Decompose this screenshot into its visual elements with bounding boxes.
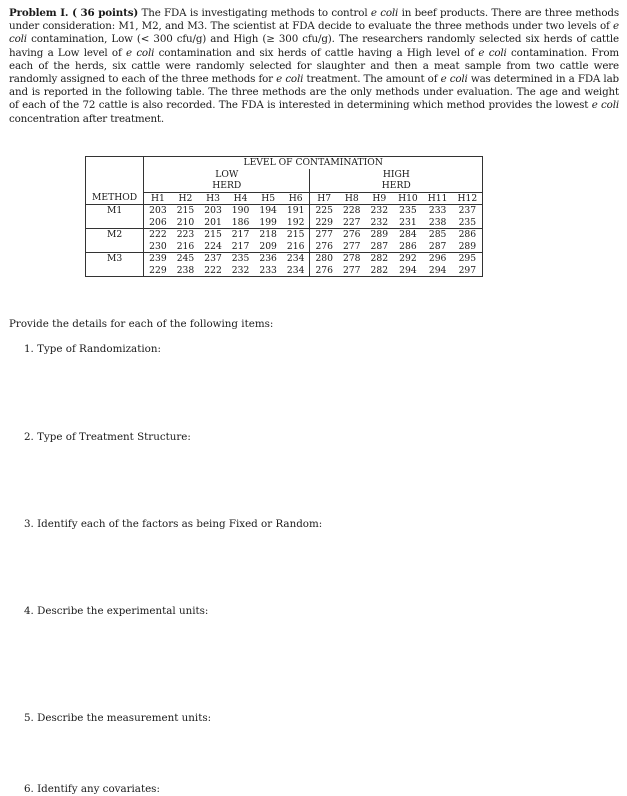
table-value: 286 xyxy=(399,240,417,252)
table-value: 277 xyxy=(342,240,361,252)
table-value: 297 xyxy=(452,265,482,277)
herd-label: H12 xyxy=(452,192,482,205)
problem-text-3: contamination, Low (< 300 cfu/g) and High (≥ 300 cfu/g). The researchers randomly selected six herds of cattle having a Low level of xyxy=(9,33,619,59)
table-value: 277 xyxy=(338,265,366,277)
table-value: 230 xyxy=(149,240,167,252)
ecoli-term: e coli xyxy=(370,7,399,19)
table-value: 232 xyxy=(366,205,394,217)
method-header-blank xyxy=(86,180,144,192)
table-value: 194 xyxy=(254,205,282,217)
question-covariates: 6. Identify any covariates: xyxy=(24,783,160,795)
herd-label: H2 xyxy=(178,192,193,204)
table-value: 232 xyxy=(227,265,255,277)
table-value: 232 xyxy=(370,216,389,228)
table-value: 233 xyxy=(254,265,282,277)
table-value: 292 xyxy=(393,253,423,265)
herd-label: H10 xyxy=(398,192,418,204)
table-value: 222 xyxy=(199,265,227,277)
provide-instructions: Provide the details for each of the following items: xyxy=(9,318,274,330)
table-value: 235 xyxy=(393,205,423,217)
problem-heading: Problem I. ( 36 points) xyxy=(9,7,139,19)
table-value: 233 xyxy=(423,205,453,217)
table-value: 186 xyxy=(231,216,250,228)
problem-text-2: in beef products. There are three methods under consideration: M1, M2, and M3. The scientist at FDA decide to evaluate the three methods under two levels of xyxy=(9,7,619,33)
table-value: 278 xyxy=(338,253,366,265)
table-value: 276 xyxy=(315,240,333,252)
ecoli-term: e coli xyxy=(126,46,155,59)
method-label: M1 xyxy=(86,205,144,217)
table-value: 217 xyxy=(231,240,250,252)
table-value: 203 xyxy=(199,205,227,217)
table-value: 228 xyxy=(338,205,366,217)
table-value: 276 xyxy=(338,229,366,241)
table-value: 218 xyxy=(254,229,282,241)
table-value: 234 xyxy=(282,265,310,277)
method-blank xyxy=(86,265,144,277)
table-value: 295 xyxy=(452,253,482,265)
table-value: 201 xyxy=(204,216,222,228)
table-value: 238 xyxy=(428,216,447,228)
table-value: 287 xyxy=(428,240,447,252)
herd-label: H11 xyxy=(427,192,448,204)
table-value: 282 xyxy=(366,253,394,265)
method-column-header: METHOD xyxy=(86,192,144,205)
herd-label: H8 xyxy=(344,192,359,204)
table-value: 235 xyxy=(452,217,482,229)
table-value: 287 xyxy=(370,240,389,252)
method-header-blank xyxy=(86,169,144,181)
table-value: 276 xyxy=(310,265,338,277)
table-value: 215 xyxy=(199,229,227,241)
contamination-table xyxy=(85,156,483,277)
table-value: 190 xyxy=(227,205,255,217)
table-value: 217 xyxy=(227,229,255,241)
table-value: 284 xyxy=(393,229,423,241)
table-value: 237 xyxy=(199,253,227,265)
table-value: 210 xyxy=(176,216,195,228)
table-value: 191 xyxy=(282,205,310,217)
table-value: 285 xyxy=(423,229,453,241)
table-value: 234 xyxy=(282,253,310,265)
herd-label: H9 xyxy=(372,192,387,204)
question-experimental-units: 4. Describe the experimental units: xyxy=(24,605,209,617)
low-level-header: LOW xyxy=(144,169,310,181)
table-value: 289 xyxy=(452,241,482,253)
method-label: M2 xyxy=(86,229,144,241)
table-value: 282 xyxy=(366,265,394,277)
ecoli-term: e coli xyxy=(276,73,304,86)
problem-text-8: concentration after treatment. xyxy=(9,112,165,125)
table-value: 224 xyxy=(204,240,222,252)
table-value: 216 xyxy=(282,241,310,253)
table-value: 199 xyxy=(259,216,277,228)
question-fixed-random: 3. Identify each of the factors as being Fixed or Random: xyxy=(24,518,323,530)
table-value: 225 xyxy=(310,205,338,217)
problem-text-5: contamination. From each of the herds, six cattle were randomly selected for slaughter and then a meat sample from two cattle were randomly assigned to each of the three methods for xyxy=(9,46,619,86)
table-value: 280 xyxy=(310,253,338,265)
herd-label: H1 xyxy=(151,192,165,204)
table-value: 294 xyxy=(393,265,423,277)
herd-label: H4 xyxy=(233,192,248,204)
table-value: 229 xyxy=(144,265,172,277)
ecoli-term: e coli xyxy=(591,99,619,112)
method-blank xyxy=(86,241,144,253)
table-value: 231 xyxy=(399,216,417,228)
ecoli-term: e coli xyxy=(440,73,468,86)
method-header-blank xyxy=(86,157,144,169)
question-measurement-units: 5. Describe the measurement units: xyxy=(24,712,212,724)
herd-label: H3 xyxy=(206,192,220,204)
question-treatment-structure: 2. Type of Treatment Structure: xyxy=(24,431,191,443)
table-value: 209 xyxy=(259,240,277,252)
table-value: 215 xyxy=(282,229,310,241)
herd-label: H7 xyxy=(317,192,332,204)
method-label: M3 xyxy=(86,253,144,265)
table-value: 236 xyxy=(254,253,282,265)
table-value: 238 xyxy=(172,265,200,277)
table-value: 227 xyxy=(342,216,361,228)
herd-label: H6 xyxy=(282,192,310,205)
high-level-header: HIGH xyxy=(310,169,483,181)
problem-text-7: was determined in a FDA lab and is reported in the following table. The three methods are the only methods under evaluation. The age and weight of each of the 72 cattle is also recorded. The FDA is interested in determining which method provides the lowest xyxy=(9,73,620,112)
level-of-contamination-header: LEVEL OF CONTAMINATION xyxy=(144,157,483,169)
table-value: 215 xyxy=(172,205,200,217)
ecoli-term: e coli xyxy=(9,20,619,46)
table-value: 203 xyxy=(144,205,172,217)
ecoli-term: e coli xyxy=(478,46,507,59)
table-value: 229 xyxy=(315,216,333,228)
method-blank xyxy=(86,217,144,229)
table-value: 277 xyxy=(310,229,338,241)
table-value: 237 xyxy=(452,205,482,217)
herd-header-high: HERD xyxy=(310,180,483,192)
herd-header-low: HERD xyxy=(144,180,310,192)
table-value: 223 xyxy=(172,229,200,241)
problem-text-6: treatment. The amount of xyxy=(303,73,441,86)
herd-label: H5 xyxy=(261,192,276,204)
table-value: 286 xyxy=(452,229,482,241)
table-value: 206 xyxy=(149,216,167,228)
question-randomization: 1. Type of Randomization: xyxy=(24,343,161,355)
table-value: 296 xyxy=(423,253,453,265)
table-value: 235 xyxy=(227,253,255,265)
problem-text-4: contamination and six herds of cattle having a High level of xyxy=(154,46,479,59)
problem-text-1: The FDA is investigating methods to control xyxy=(138,7,371,19)
table-value: 192 xyxy=(282,217,310,229)
table-value: 222 xyxy=(144,229,172,241)
table-value: 216 xyxy=(176,240,195,252)
table-value: 245 xyxy=(172,253,200,265)
problem-statement xyxy=(9,7,619,126)
table-value: 289 xyxy=(366,229,394,241)
table-value: 239 xyxy=(144,253,172,265)
table-value: 294 xyxy=(423,265,453,277)
